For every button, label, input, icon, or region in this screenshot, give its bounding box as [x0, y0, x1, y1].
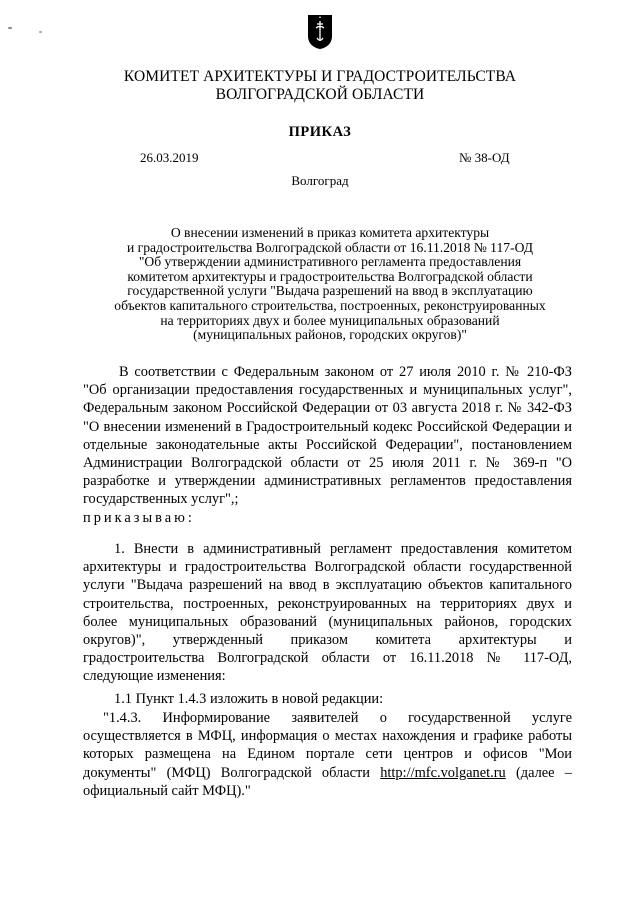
title-line: на территориях двух и более муниципальных образований — [160, 312, 500, 328]
document-date: 26.03.2019 — [140, 150, 199, 165]
title-line: комитетом архитектуры и градостроительства Волгоградской области — [127, 268, 533, 284]
quote-text-before: "1.4.3. Информирование заявителей о государственной услуге осуществляется в МФЦ, информация о местах нахождения и графике работы которых размещена на Едином портале сети центров и офисов "Мои документы" (МФЦ) Волгоградской области — [83, 710, 572, 781]
quote-text-after: (далее – официальный сайт МФЦ)." — [83, 764, 572, 799]
title-line: и градостроительства Волгоградской области от 16.11.2018 № 117-ОД — [126, 239, 534, 255]
mfc-website-link[interactable]: http://mfc.volganet.ru — [380, 764, 506, 781]
preamble-text: В соответствии с Федеральным законом от 27 июля 2010 г. № 210-ФЗ "Об организации предоставления государственных и муниципальных услуг", Федеральным законом Российской Федерации от 03 августа 2018 г. № 342-ФЗ "О внесении изменений в Градостроительный кодекс Российской Федерации и отдельные законодательные акты Российской Федерации", постановлением Администрации Волгоградской области от 25 июля 2011 г. № 369-п "О разработке и утверждении административных регламентов предоставления государственных услуг",; — [83, 364, 572, 508]
scan-speck — [8, 27, 12, 29]
volgograd-coat-of-arms-icon — [307, 14, 333, 50]
document-type: ПРИКАЗ — [288, 124, 352, 140]
organization-name-line1: КОМИТЕТ АРХИТЕКТУРЫ И ГРАДОСТРОИТЕЛЬСТВА — [123, 68, 517, 85]
quoted-clause-paragraph — [83, 709, 572, 800]
title-line: "Об утверждении административного регламента предоставления — [138, 254, 522, 270]
title-line: (муниципальных районов, городских округов)" — [193, 327, 467, 343]
document-title — [95, 226, 565, 343]
title-line: объектов капитального строительства, построенных, реконструированных — [114, 297, 546, 313]
item-1-paragraph: 1. Внести в административный регламент предоставления комитетом архитектуры и градостроительства Волгоградской области государственной услуги "Выдача разрешений на ввод в эксплуатацию объектов капитального строительства, построенных, реконструированных на территориях двух и более муниципальных образований (муниципальных районов, городских округов)", утвержденный приказом комитета архитектуры и градостроительства Волгоградской области от 16.11.2018 № 117-ОД, следующие изменения: — [83, 541, 572, 685]
organization-name — [0, 68, 640, 104]
title-line: государственной услуги "Выдача разрешений на ввод в эксплуатацию — [127, 283, 533, 299]
document-number: № 38-ОД — [459, 150, 510, 165]
order-word: приказываю: — [83, 509, 195, 526]
organization-name-line2: ВОЛГОГРАДСКОЙ ОБЛАСТИ — [215, 86, 425, 103]
preamble-paragraph — [83, 363, 572, 527]
scan-speck — [39, 31, 42, 33]
item-1-1-paragraph: 1.1 Пункт 1.4.3 изложить в новой редакции: — [114, 691, 384, 707]
title-line: О внесении изменений в приказ комитета архитектуры — [170, 225, 490, 240]
document-city: Волгоград — [291, 173, 349, 188]
